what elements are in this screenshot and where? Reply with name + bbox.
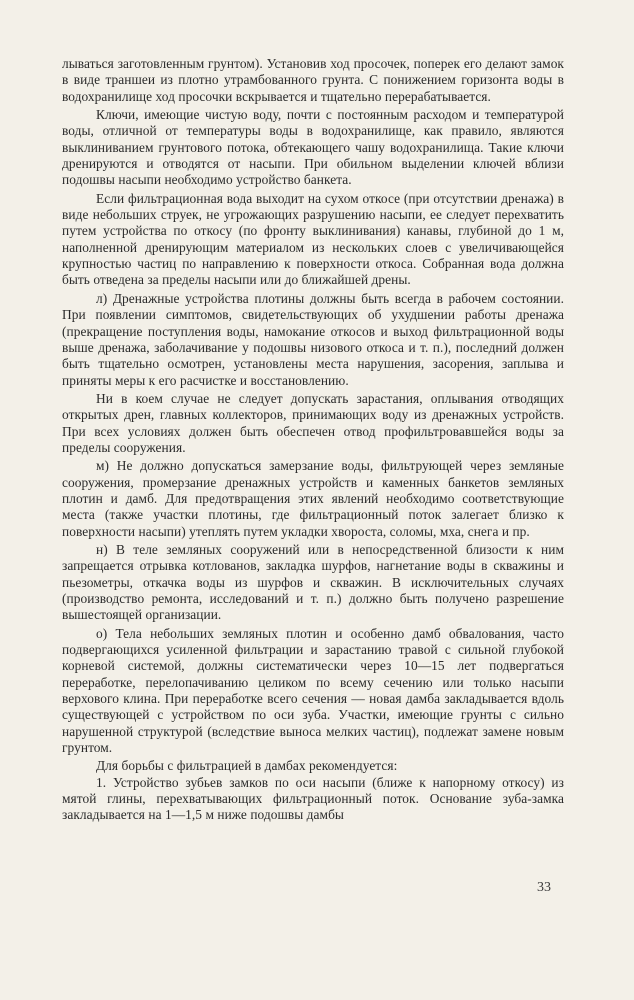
paragraph-item-l-drainage: л) Дренажные устройства плотины должны быть всегда в рабочем состоянии. При появлении симптомов, свидетельствующих об ухудшении работы дренажа (прекращение поступления воды, намокание откосов и выход фильтрационной воды выше дренажа, заболачивание у подошвы низового откоса и т. п.), последний должен быть тщательно осмотрен, установлены места нарушения, засорения, заплыва и приняты меры к его расчистке и восстановлению. bbox=[62, 290, 564, 388]
paragraph-recommendation-1: 1. Устройство зубьев замков по оси насыпи (ближе к напорному откосу) из мятой глины, перехватывающих фильтрационный поток. Основание зуба-замка закладывается на 1—1,5 м ниже подошвы дамбы bbox=[62, 774, 564, 823]
paragraph-recommendations-intro: Для борьбы с фильтрацией в дамбах рекомендуется: bbox=[96, 758, 398, 774]
paragraph-item-o-reworking: о) Тела небольших земляных плотин и особенно дамб обвалования, часто подвергающихся усиленной фильтрации и зарастанию травой с сильной глубокой корневой системой, должны систематически через 10—15 лет подвергаться переработке, перелопачиванию целиком по всему сечению или только насыпи верхового клина. При переработке всего сечения — новая дамба закладывается вдоль существующей с устройством по оси зуба. Участки, имеющие грунты с сильно нарушенной структурой (вследствие выноса мелких частиц), подлежат замене новым грунтом. bbox=[62, 625, 564, 756]
body-text bbox=[62, 56, 564, 824]
paragraph-item-n-excavation: н) В теле земляных сооружений или в непосредственной близости к ним запрещается отрывка котлованов, закладка шурфов, нагнетание воды в скважины и пьезометры, откачка воды из шурфов и скважин. В исключительных случаях (производство ремонта, исследований и т. п.) должно быть получено разрешение вышестоящей организации. bbox=[62, 541, 564, 623]
paragraph-drains-overgrowth: Ни в коем случае не следует допускать зарастания, оплывания отводящих открытых дрен, главных коллекторов, принимающих воду из дренажных устройств. При всех условиях должен быть обеспечен отвод профильтровавшейся воды за пределы сооружения. bbox=[62, 390, 564, 455]
paragraph-dry-slope: Если фильтрационная вода выходит на сухом откосе (при отсутствии дренажа) в виде небольших струек, не угрожающих разрушению насыпи, ее следует перехватить путем устройства по откосу (по фронту выклинивания) канавы, глубиной до 1 м, наполненной дренирующим материалом из нескольких слоев с увеличивающейся крупностью частиц по направлению к поверхности откоса. Собранная вода должна быть отведена за пределы насыпи или до ближайшей дрены. bbox=[62, 190, 564, 288]
paragraph-springs: Ключи, имеющие чистую воду, почти с постоянным расходом и температурой воды, отличной от температуры воды в водохранилище, как правило, являются выклиниванием грунтового потока, обтекающего чашу водохранилища. Такие ключи дренируются и отводятся от насыпи. При обильном выделении ключей вблизи подошвы насыпи необходимо устройство банкета. bbox=[62, 107, 564, 188]
paragraph-item-m-freezing: м) Не должно допускаться замерзание воды, фильтрующей через земляные сооружения, промерзание дренажных устройств и каменных банкетов земляных плотин и дамб. Для предотвращения этих явлений необходимо соответствующие места (также участки плотины, где фильтрационный поток залегает близко к поверхности насыпи) утеплять путем укладки хвороста, соломы, мха, снега и пр. bbox=[62, 458, 564, 539]
paragraph-continuation: лываться заготовленным грунтом). Установив ход просочек, поперек его делают замок в виде траншеи из плотно утрамбованного грунта. С понижением горизонта воды в водохранилище ход просочки вскрывается и тщательно перерабатывается. bbox=[62, 56, 564, 104]
page-number: 33 bbox=[537, 880, 551, 895]
